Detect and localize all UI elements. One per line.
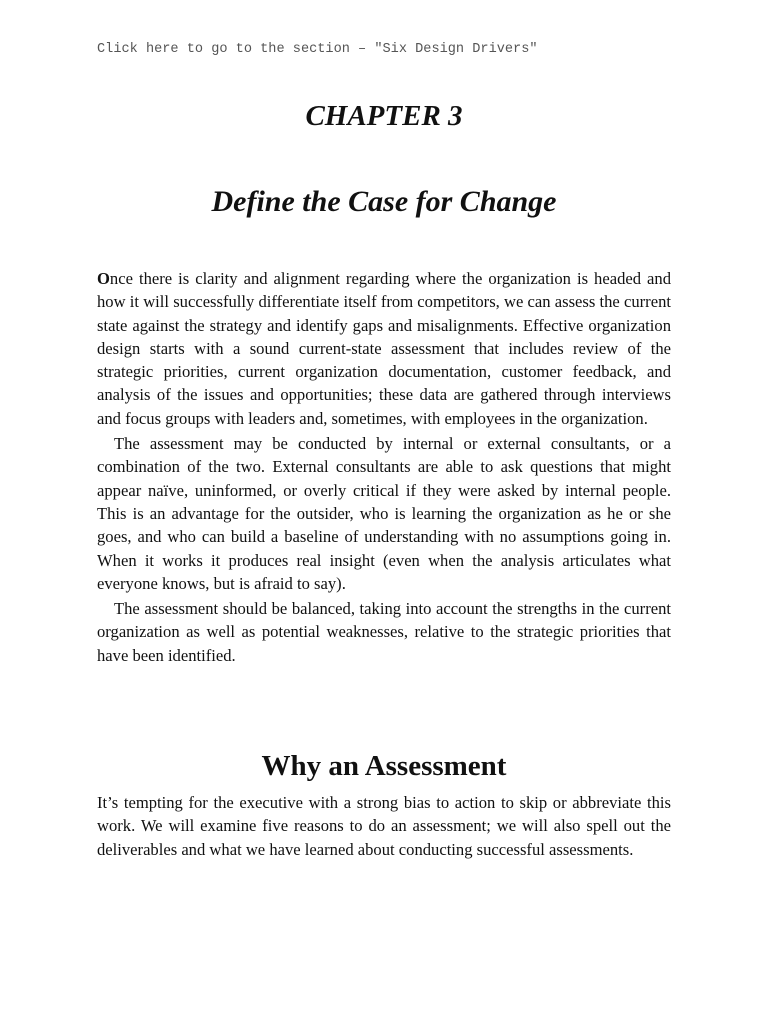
chapter-title: Define the Case for Change [211,185,557,218]
chapter-number: CHAPTER 3 [305,100,463,132]
body-paragraph-1 [97,267,671,430]
paragraph-text: nce there is clarity and alignment regarding where the organization is headed and how it will successfully differentiate itself from competitors, we can assess the current state against the strategy and identify gaps and misalignments. Effective organization design starts with a sound current-state assessment that includes review of the strategic priorities, current organization documentation, customer feedback, and analysis of the issues and opportunities; these data are gathered through interviews and focus groups with leaders and, sometimes, with employees in the organization. [97,269,671,428]
paragraph-dropcap: O [97,269,110,288]
six-design-drivers-link[interactable]: Click here to go to the section – "Six Design Drivers" [97,42,538,57]
chapter-body [97,267,671,667]
section-paragraph-1: It’s tempting for the executive with a strong bias to action to skip or abbreviate this work. We will examine five reasons to do an assessment; we will also spell out the deliverables and what we have learned about conducting successful assessments. [97,793,671,859]
section-body [97,791,671,861]
body-paragraph-3: The assessment should be balanced, taking into account the strengths in the current organization as well as potential weaknesses, relative to the strategic priorities that have been identified. [97,599,671,665]
body-paragraph-2: The assessment may be conducted by internal or external consultants, or a combination of the two. External consultants are able to ask questions that might appear naïve, uninformed, or overly critical if they were asked by internal people. This is an advantage for the outsider, who is learning the organization as he or she goes, and who can build a baseline of understanding with no assumptions going in. When it works it produces real insight (even when the analysis articulates what everyone knows, but is afraid to say). [97,434,671,593]
section-heading: Why an Assessment [261,750,507,782]
